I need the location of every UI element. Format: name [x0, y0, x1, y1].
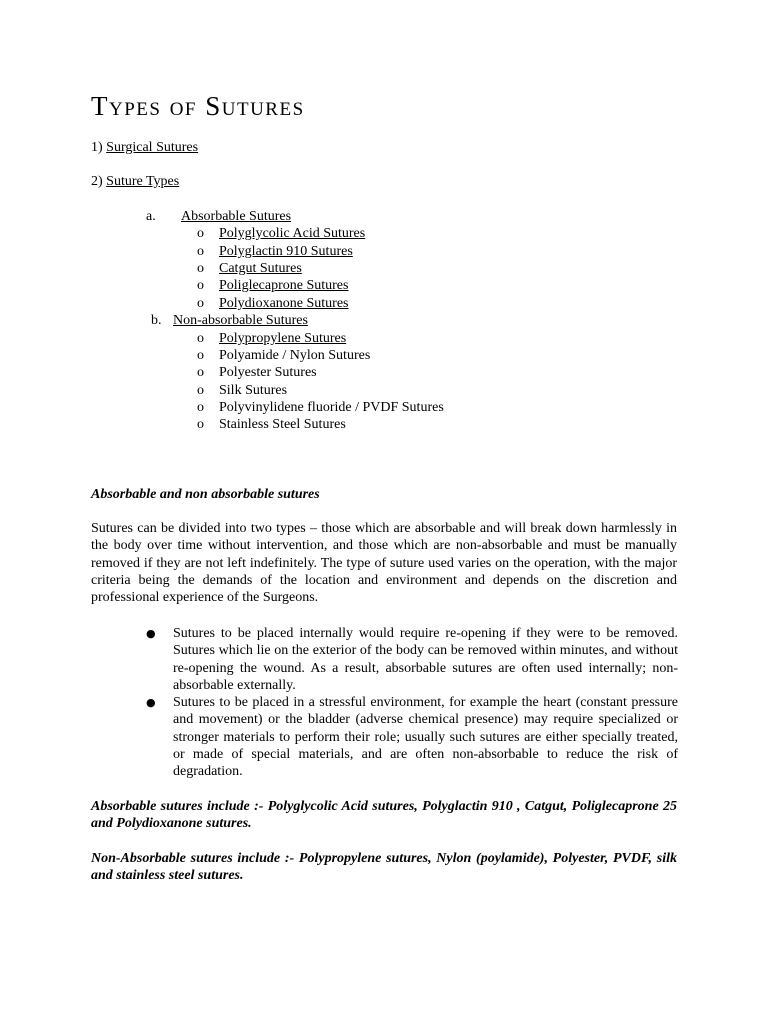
list-marker: o — [197, 261, 204, 276]
list-marker: o — [197, 400, 204, 415]
list-marker: o — [197, 278, 204, 293]
group-link-absorbable[interactable]: Absorbable Sutures — [181, 209, 292, 224]
list-item-link[interactable]: Catgut Sutures — [219, 261, 302, 276]
bullet-text: Sutures to be placed internally would require re-opening if they were to be removed. Sutures which lie on the exterior of the body can be removed within minutes, and without re-opening the wound. As a result, absorbable sutures are often used internally; non-absorbable externally. — [173, 626, 678, 693]
bullet-text: Sutures to be placed in a stressful environment, for example the heart (constant pressure and movement) or the bladder (adverse chemical presence) may require specialized or stronger materials to perform their role; usually such sutures are either specially treated, or made of special materials, and are often non-absorbable to reduce the risk of degradation. — [173, 695, 678, 780]
list-marker: o — [197, 348, 204, 363]
toc-item-suture-types[interactable] — [91, 173, 179, 190]
list-item-link[interactable]: Poliglecaprone Sutures — [219, 278, 349, 293]
list-item: Polyamide / Nylon Sutures — [219, 348, 371, 363]
list-item: Polyvinylidene fluoride / PVDF Sutures — [219, 400, 444, 415]
group-marker: b. — [151, 313, 162, 328]
list-item: Stainless Steel Sutures — [219, 417, 346, 432]
toc-number: 1) — [91, 140, 103, 155]
list-marker: o — [197, 417, 204, 432]
bullet-item — [146, 625, 678, 694]
list-marker: o — [197, 244, 204, 259]
list-item: Silk Sutures — [219, 383, 288, 398]
toc-link-surgical-sutures[interactable]: Surgical Sutures — [106, 140, 199, 155]
group-link-non-absorbable[interactable]: Non-absorbable Sutures — [173, 313, 308, 328]
list-marker: o — [197, 331, 204, 346]
group-marker: a. — [146, 209, 156, 224]
list-item: Polyester Sutures — [219, 365, 317, 380]
list-marker: o — [197, 383, 204, 398]
list-marker: o — [197, 296, 204, 311]
toc-item-surgical-sutures[interactable] — [91, 139, 198, 156]
list-item-link[interactable]: Polydioxanone Sutures — [219, 296, 349, 311]
toc-number: 2) — [91, 174, 103, 189]
intro-paragraph: Sutures can be divided into two types – those which are absorbable and will break down harmlessly in the body over time without intervention, and those which are non-absorbable and must be manually removed if they are not left indefinitely. The type of suture used varies on the operation, with the major criteria being the demands of the location and environment and depends on the discretion and professional experience of the Surgeons. — [91, 521, 677, 606]
toc-link-suture-types[interactable]: Suture Types — [106, 174, 180, 189]
page-title: Types of Sutures — [91, 91, 305, 121]
bullet-dot-icon: ● — [146, 627, 156, 640]
list-marker: o — [197, 226, 204, 241]
non-absorbable-summary: Non-Absorbable sutures include :- Polypropylene sutures, Nylon (poylamide), Polyester, PVDF, silk and stainless steel sutures. — [91, 851, 677, 884]
list-item-link[interactable]: Polyglactin 910 Sutures — [219, 244, 353, 259]
list-item-link[interactable]: Polyglycolic Acid Sutures — [219, 226, 366, 241]
bullet-list — [146, 625, 678, 781]
bullet-item — [146, 694, 678, 780]
absorbable-summary: Absorbable sutures include :- Polyglycolic Acid sutures, Polyglactin 910 , Catgut, Poliglecaprone 25 and Polydioxanone sutures. — [91, 799, 677, 832]
list-item-link[interactable]: Polypropylene Sutures — [219, 331, 347, 346]
bullet-dot-icon: ● — [146, 696, 156, 710]
list-marker: o — [197, 365, 204, 380]
section-heading: Absorbable and non absorbable sutures — [91, 487, 320, 502]
